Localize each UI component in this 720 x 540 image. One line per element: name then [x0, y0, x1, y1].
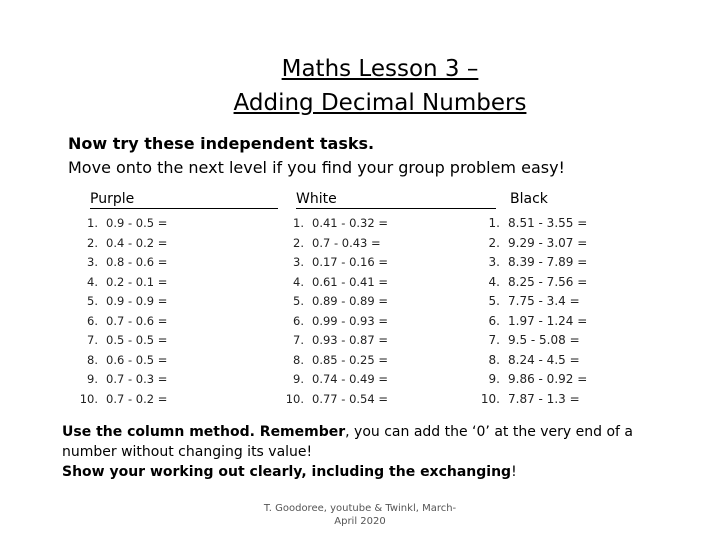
question-text: 1.97 - 1.24 =: [508, 313, 588, 328]
black-question-item: [480, 351, 587, 371]
question-text: 8.25 - 7.56 =: [508, 274, 588, 289]
question-number: 9.: [87, 372, 98, 386]
black-question-item: [480, 253, 587, 273]
method-instructions: [62, 422, 662, 482]
question-number: 5.: [87, 294, 98, 308]
question-text: 0.8 - 0.6 =: [106, 255, 168, 269]
question-text: 8.24 - 4.5 =: [508, 352, 580, 367]
purple-column-heading: Purple: [90, 190, 278, 209]
white-question-item: [284, 273, 388, 293]
question-text: 0.7 - 0.2 =: [106, 391, 168, 406]
question-text: 7.75 - 3.4 =: [508, 294, 580, 308]
purple-question-item: [78, 273, 167, 293]
footer-credit-line-2: April 2020: [334, 516, 386, 527]
question-number: 7.: [488, 333, 500, 347]
purple-question-item: [78, 370, 167, 390]
question-text: 0.7 - 0.43 =: [312, 235, 381, 250]
white-question-list: [284, 214, 388, 409]
question-text: 8.51 - 3.55 =: [508, 216, 588, 230]
page-title-line-2: Adding Decimal Numbers: [233, 90, 527, 116]
question-number: 4.: [293, 274, 304, 289]
question-text: 9.29 - 3.07 =: [508, 235, 588, 250]
question-text: 0.99 - 0.93 =: [312, 313, 388, 328]
question-number: 6.: [488, 313, 500, 328]
question-number: 1.: [293, 216, 304, 230]
question-text: 0.61 - 0.41 =: [312, 274, 388, 289]
question-number: 9.: [293, 372, 304, 386]
white-question-item: [284, 292, 388, 312]
white-question-item: [284, 312, 388, 332]
white-question-item: [284, 234, 388, 254]
question-number: 6.: [293, 313, 304, 328]
black-question-item: [480, 331, 587, 351]
question-text: 0.7 - 0.6 =: [106, 313, 168, 328]
method-bold-1: Use the column method. Remember: [62, 424, 346, 440]
white-question-item: [284, 370, 388, 390]
question-number: 8.: [293, 352, 304, 367]
question-text: 0.9 - 0.9 =: [106, 294, 168, 308]
question-number: 2.: [293, 235, 304, 250]
black-question-item: [480, 214, 587, 234]
black-question-item: [480, 273, 587, 293]
question-number: 2.: [87, 235, 98, 250]
question-number: 5.: [293, 294, 304, 308]
question-number: 6.: [87, 313, 98, 328]
question-text: 7.87 - 1.3 =: [508, 391, 580, 406]
question-text: 0.85 - 0.25 =: [312, 352, 388, 367]
purple-question-item: [78, 253, 167, 273]
black-question-list: [480, 214, 587, 409]
question-number: 1.: [87, 216, 98, 230]
purple-question-item: [78, 214, 167, 234]
question-text: 8.39 - 7.89 =: [508, 255, 588, 269]
purple-question-item: [78, 312, 167, 332]
question-number: 5.: [488, 294, 500, 308]
question-text: 0.5 - 0.5 =: [106, 333, 168, 347]
question-text: 9.5 - 5.08 =: [508, 333, 580, 347]
method-text-2: !: [511, 464, 517, 480]
question-text: 9.86 - 0.92 =: [508, 372, 588, 386]
method-text-1: , you can add the ‘0’ at the very end of a number without changing its value!: [62, 424, 633, 460]
white-question-item: [284, 331, 388, 351]
question-text: 0.74 - 0.49 =: [312, 372, 388, 386]
question-text: 0.89 - 0.89 =: [312, 294, 388, 308]
black-question-item: [480, 234, 587, 254]
question-number: 3.: [293, 255, 304, 269]
question-number: 9.: [488, 372, 500, 386]
white-column-heading: White: [296, 190, 496, 209]
question-number: 8.: [87, 352, 98, 367]
question-number: 4.: [87, 274, 98, 289]
question-text: 0.6 - 0.5 =: [106, 352, 168, 367]
question-text: 0.41 - 0.32 =: [312, 216, 388, 230]
question-number: 7.: [293, 333, 304, 347]
method-bold-3: exchanging: [420, 464, 512, 480]
purple-question-item: [78, 351, 167, 371]
purple-question-item: [78, 390, 167, 410]
purple-question-list: [78, 214, 167, 409]
question-number: 10.: [480, 391, 500, 406]
black-column-heading: Black: [510, 191, 548, 207]
black-question-item: [480, 390, 587, 410]
question-number: 10.: [79, 391, 98, 406]
intro-heading: Now try these independent tasks.: [68, 134, 375, 153]
purple-question-item: [78, 292, 167, 312]
question-number: 4.: [488, 274, 500, 289]
black-question-item: [480, 370, 587, 390]
page-title-line-1: Maths Lesson 3 –: [281, 56, 479, 82]
question-number: 8.: [488, 352, 500, 367]
question-text: 0.77 - 0.54 =: [312, 391, 388, 406]
question-text: 0.2 - 0.1 =: [106, 274, 168, 289]
question-text: 0.93 - 0.87 =: [312, 333, 388, 347]
question-number: 1.: [488, 216, 500, 230]
question-text: 0.9 - 0.5 =: [106, 216, 168, 230]
white-question-item: [284, 214, 388, 234]
footer-credit: [250, 502, 470, 528]
question-text: 0.7 - 0.3 =: [106, 372, 168, 386]
white-question-item: [284, 351, 388, 371]
question-number: 7.: [87, 333, 98, 347]
white-question-item: [284, 390, 388, 410]
purple-question-item: [78, 331, 167, 351]
intro-instruction: Move onto the next level if you find your group problem easy!: [68, 158, 565, 177]
question-number: 10.: [285, 391, 304, 406]
question-number: 3.: [87, 255, 98, 269]
question-number: 2.: [488, 235, 500, 250]
purple-question-item: [78, 234, 167, 254]
footer-credit-line-1: T. Goodoree, youtube & Twinkl, March-: [263, 503, 457, 514]
black-question-item: [480, 292, 587, 312]
question-text: 0.17 - 0.16 =: [312, 255, 388, 269]
question-text: 0.4 - 0.2 =: [106, 235, 168, 250]
black-question-item: [480, 312, 587, 332]
question-number: 3.: [488, 255, 500, 269]
method-bold-2: Show your working out clearly, including the: [62, 464, 421, 480]
white-question-item: [284, 253, 388, 273]
